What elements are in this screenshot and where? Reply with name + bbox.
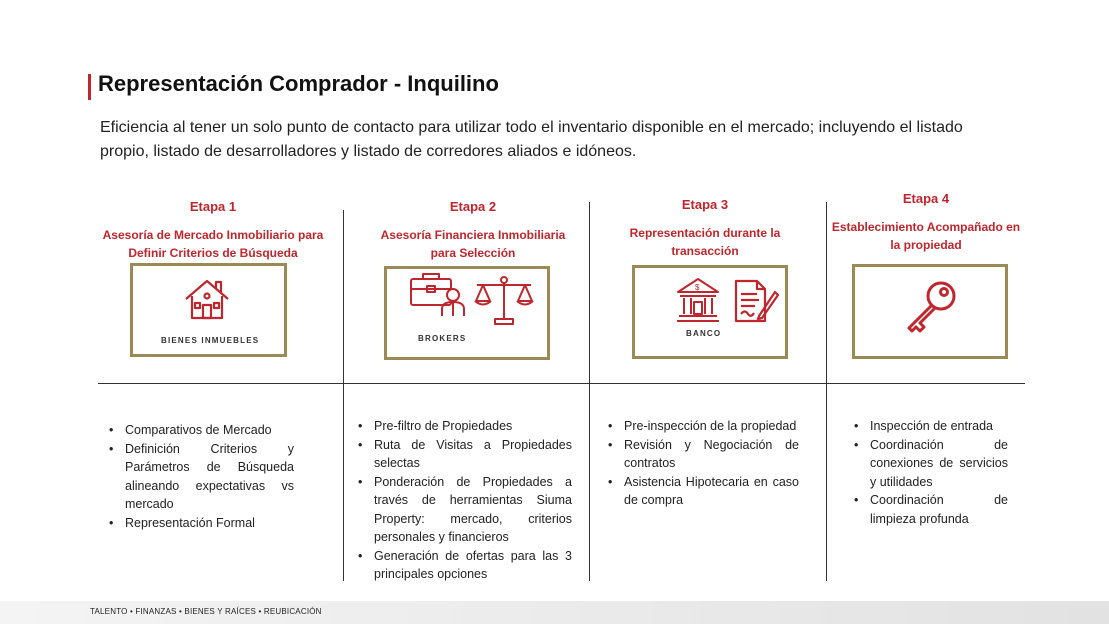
- page-title: Representación Comprador - Inquilino: [98, 71, 499, 96]
- bank-icon: [675, 276, 721, 324]
- key-icon: [903, 279, 959, 335]
- intro-paragraph: Eficiencia al tener un solo punto de contacto para utilizar todo el inventario disponible en el mercado; incluyendo el listado propio, listado de desarrolladores y listado de corredores aliados e idóneos.: [100, 119, 963, 160]
- scales-icon: [473, 275, 535, 327]
- list-item: • Pre-inspección de la propiedad: [604, 417, 799, 436]
- stage-3-header: [620, 197, 790, 260]
- column-divider-1: [343, 210, 344, 581]
- briefcase-person-icon: [409, 271, 465, 317]
- stage-3-image-box: [632, 265, 788, 359]
- stage-2-title: Asesoría Financiera Inmobiliaria para Selección: [380, 228, 566, 260]
- contract-icon: [733, 278, 779, 324]
- list-item: • Asistencia Hipotecaria en caso de compra: [604, 473, 799, 510]
- stage-2-label: Etapa 2: [449, 199, 497, 214]
- stage-2-bullets: [354, 417, 572, 584]
- list-item: • Pre-filtro de Propiedades: [354, 417, 572, 436]
- list-item: • Coordinación de limpieza profunda: [850, 491, 1008, 528]
- column-divider-3: [826, 202, 827, 581]
- stage-4-image-box: [852, 264, 1008, 359]
- stage-3-title: Representación durante la transacción: [629, 226, 781, 258]
- list-item: • Comparativos de Mercado: [105, 421, 294, 440]
- stage-2-caption: BROKERS: [418, 334, 467, 343]
- list-item: • Representación Formal: [105, 514, 294, 533]
- list-item: • Ruta de Visitas a Propiedades selectas: [354, 436, 572, 473]
- stage-3-caption: BANCO: [686, 329, 722, 338]
- stage-4-bullets: [850, 417, 1008, 528]
- stage-3-label: Etapa 3: [681, 197, 729, 212]
- column-divider-2: [589, 202, 590, 581]
- stage-1-caption: BIENES INMUEBLES: [161, 336, 260, 345]
- stage-1-bullets: [105, 421, 294, 532]
- stage-1-header: [88, 199, 338, 262]
- stage-4-label: Etapa 4: [902, 191, 950, 206]
- stage-1-title: Asesoría de Mercado Inmobiliario para Definir Criterios de Búsqueda: [102, 228, 324, 260]
- list-item: • Inspección de entrada: [850, 417, 1008, 436]
- list-item: • Coordinación de conexiones de servicios y utilidades: [850, 436, 1008, 492]
- footer-tagline: TALENTO • FINANZAS • BIENES Y RAÍCES • REUBICACIÓN: [90, 607, 322, 616]
- list-item: • Revisión y Negociación de contratos: [604, 436, 799, 473]
- stage-2-header: [378, 199, 568, 262]
- stage-1-image-box: [130, 263, 287, 357]
- list-item: • Definición Criterios y Parámetros de Búsqueda alineando expectativas vs mercado: [105, 440, 294, 514]
- list-item: • Generación de ofertas para las 3 principales opciones: [354, 547, 572, 584]
- horizontal-divider: [98, 383, 1025, 384]
- stage-1-label: Etapa 1: [189, 199, 237, 214]
- stage-4-title: Establecimiento Acompañado en la propiedad: [831, 220, 1021, 252]
- list-item: • Ponderación de Propiedades a través de herramientas Siuma Property: mercado, criterios personales y financieros: [354, 473, 572, 547]
- title-accent-bar: [88, 74, 91, 100]
- svg-text:$: $: [695, 283, 700, 292]
- stage-3-bullets: [604, 417, 799, 510]
- stage-4-header: [826, 191, 1026, 254]
- house-icon: [183, 277, 231, 321]
- stage-2-image-box: [384, 266, 550, 360]
